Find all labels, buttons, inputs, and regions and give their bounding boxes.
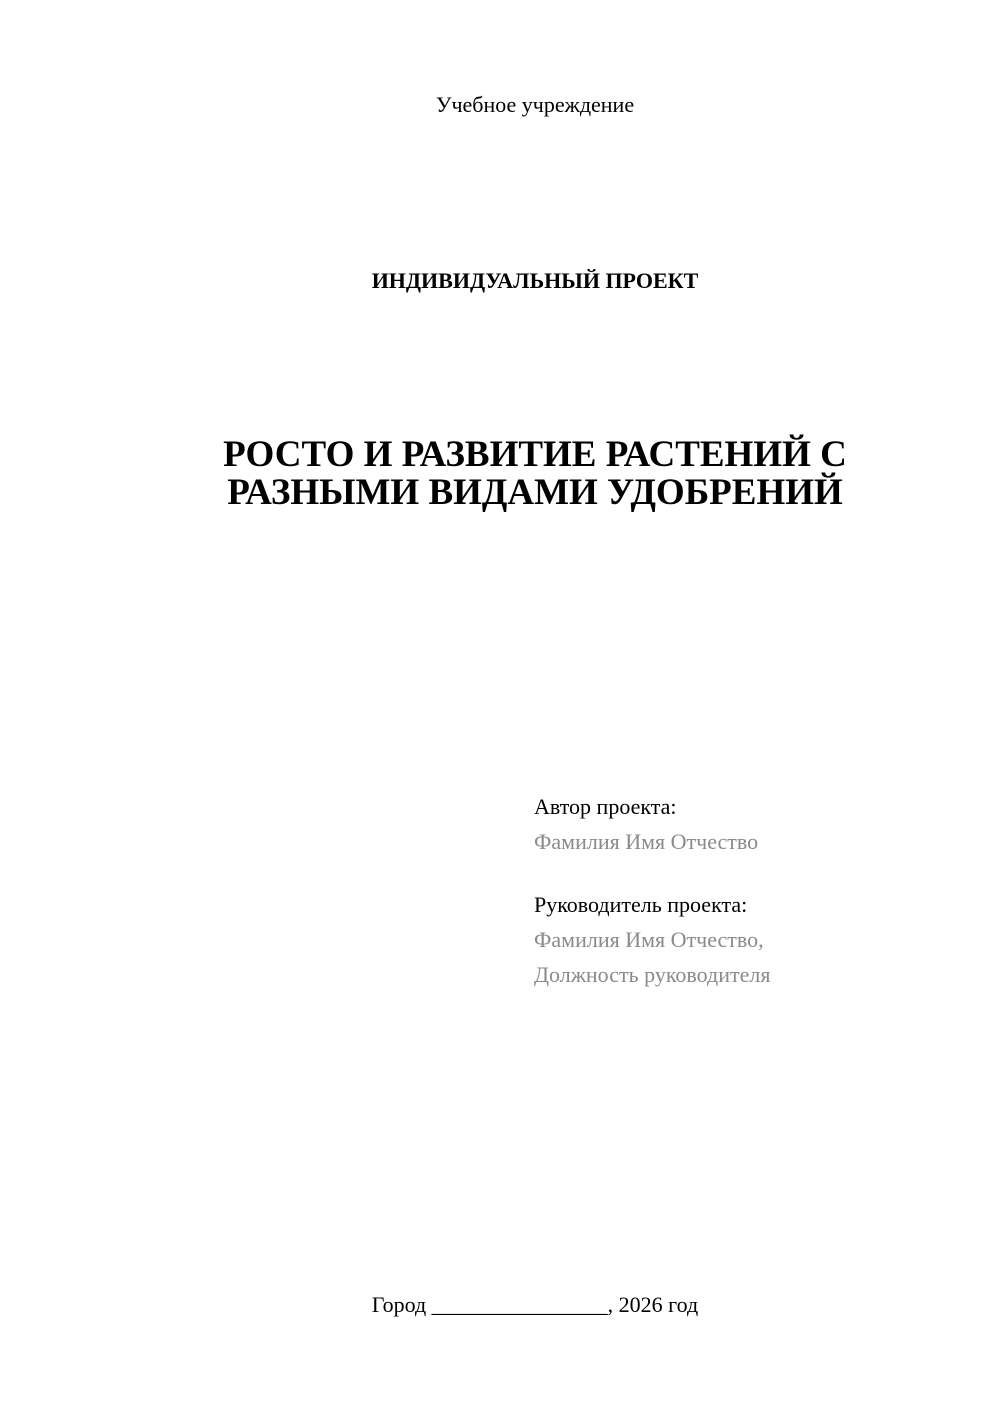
signature-spacer (534, 859, 974, 887)
supervisor-name: Фамилия Имя Отчество, (534, 927, 764, 952)
document-type: ИНДИВИДУАЛЬНЫЙ ПРОЕКТ (371, 268, 699, 293)
author-label: Автор проекта: (534, 794, 677, 819)
project-title-line-1: РОСТО И РАЗВИТИЕ РАСТЕНИЙ С (223, 434, 847, 475)
institution-name: Учебное учреждение (435, 92, 635, 117)
author-name: Фамилия Имя Отчество (534, 829, 759, 854)
supervisor-label: Руководитель проекта: (534, 892, 748, 917)
supervisor-position: Должность руководителя (534, 962, 771, 987)
project-title (0, 436, 1000, 512)
project-title-line-2: РАЗНЫМИ ВИДАМИ УДОБРЕНИЙ (227, 472, 843, 513)
city-year-footer: Город ________________, 2026 год (371, 1292, 699, 1317)
signature-block (534, 789, 974, 992)
